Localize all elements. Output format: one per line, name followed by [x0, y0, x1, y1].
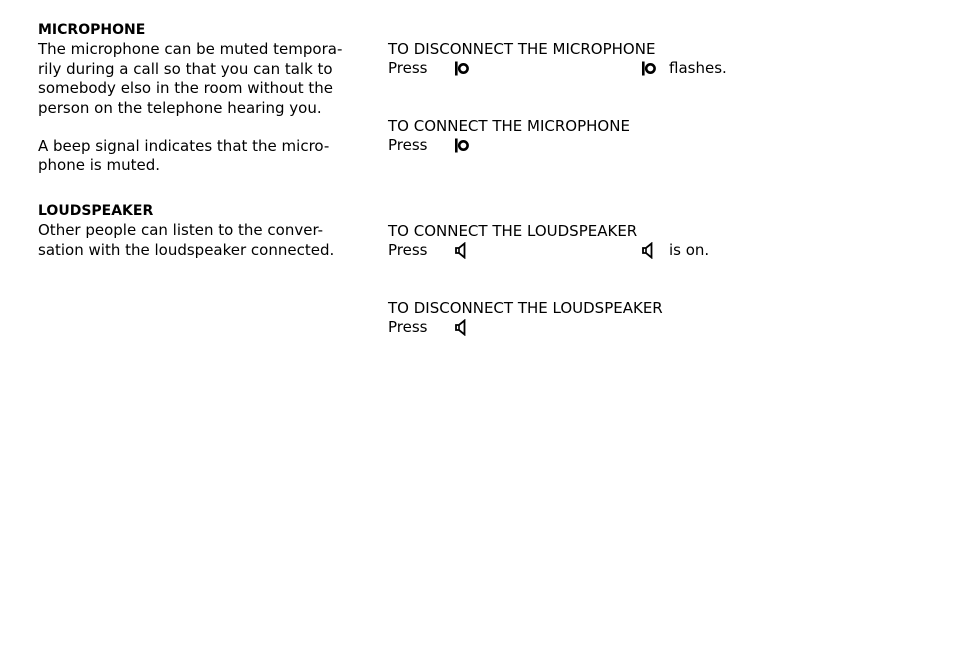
step-title: TO CONNECT THE LOUDSPEAKER	[388, 222, 638, 240]
loudspeaker-icon	[641, 242, 657, 259]
step-instruction	[388, 318, 928, 337]
microphone-mute-icon	[454, 137, 470, 154]
microphone-description: The microphone can be muted tempora- rily during a call so that you can talk to somebody elso in the room without the person on the telephone hearing you.	[38, 40, 343, 117]
press-label: Press	[388, 136, 428, 155]
microphone-heading: MICROPHONE	[38, 22, 146, 38]
microphone-mute-icon	[641, 60, 657, 77]
step-disconnect-microphone	[388, 40, 928, 79]
step-disconnect-loudspeaker	[388, 299, 928, 338]
microphone-mute-icon	[454, 60, 470, 77]
loudspeaker-heading: LOUDSPEAKER	[38, 202, 154, 219]
step-title: TO CONNECT THE MICROPHONE	[388, 117, 630, 135]
press-label: Press	[388, 241, 428, 260]
step-connect-loudspeaker	[388, 222, 928, 261]
step-instruction	[388, 59, 928, 78]
result-text: flashes.	[669, 59, 727, 78]
step-title: TO DISCONNECT THE MICROPHONE	[388, 40, 656, 58]
press-label: Press	[388, 59, 428, 78]
left-column	[38, 21, 358, 260]
step-instruction	[388, 241, 928, 260]
step-instruction	[388, 136, 928, 155]
microphone-beep-note: A beep signal indicates that the micro- phone is muted.	[38, 137, 330, 175]
loudspeaker-description: Other people can listen to the conver- sation with the loudspeaker connected.	[38, 221, 335, 259]
step-title: TO DISCONNECT THE LOUDSPEAKER	[388, 299, 663, 317]
step-connect-microphone	[388, 117, 928, 156]
press-label: Press	[388, 318, 428, 337]
loudspeaker-icon	[454, 319, 470, 336]
loudspeaker-icon	[454, 242, 470, 259]
result-text: is on.	[669, 241, 710, 260]
